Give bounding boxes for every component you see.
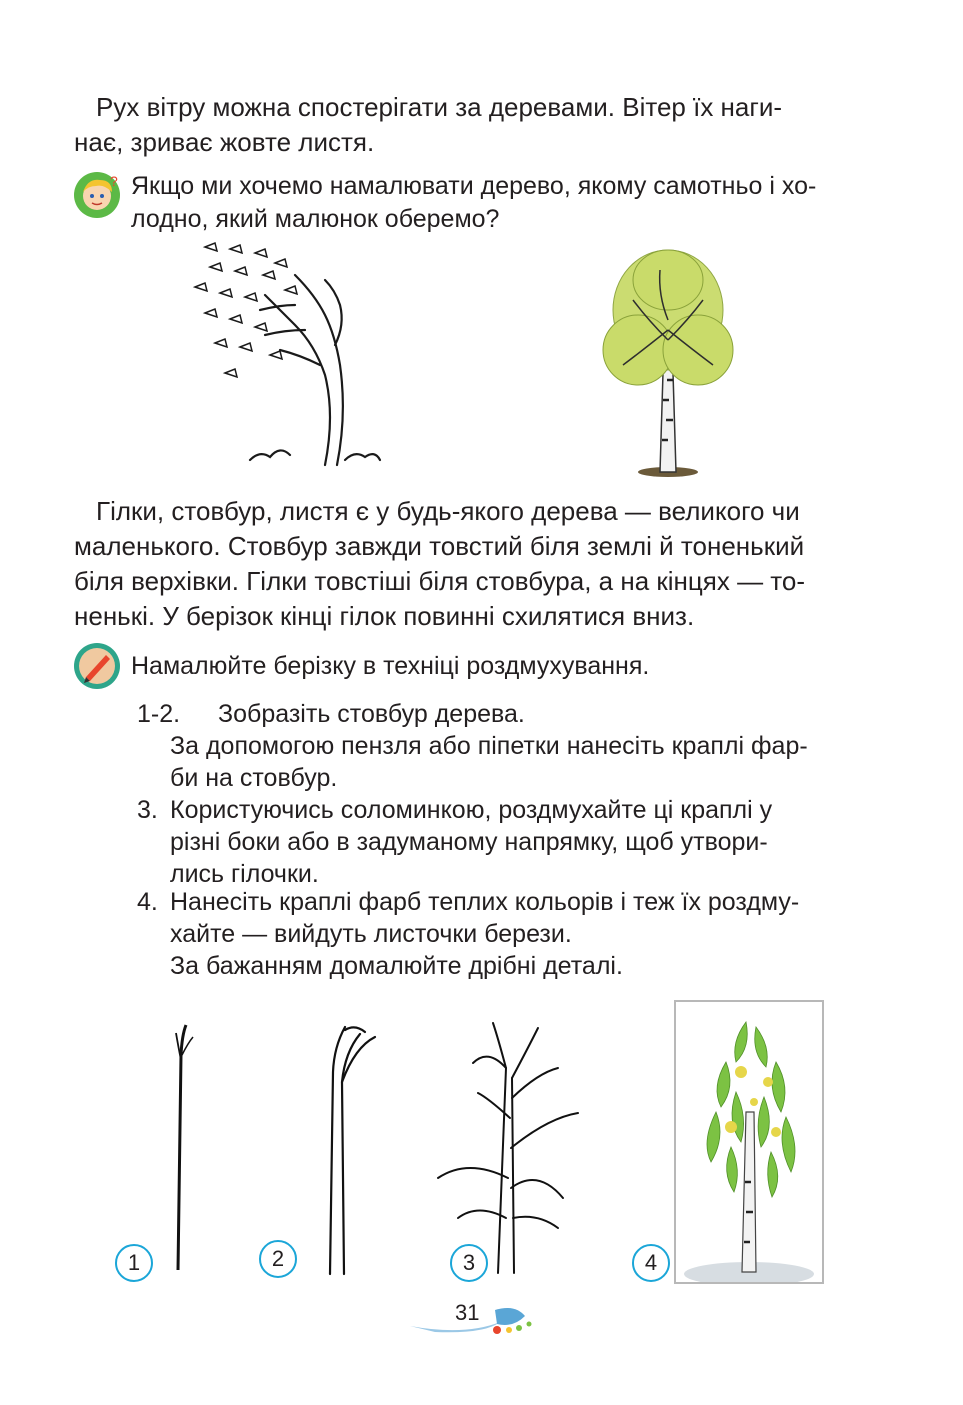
pencil-hand-icon <box>74 643 120 689</box>
step-1-line-3: би на стовбур. <box>170 764 338 792</box>
task-title: Намалюйте берізку в техніці роздмухування. <box>131 652 650 680</box>
stage-4-birch-drawing <box>676 1002 822 1282</box>
step-4-line-3: За бажанням домалюйте дрібні деталі. <box>170 952 623 980</box>
stage-2-trunk-drawing <box>300 1012 410 1282</box>
stage-badge-2: 2 <box>259 1240 297 1278</box>
question-line-2: лодно, який малюнок оберемо? <box>131 205 500 233</box>
child-face-icon <box>74 172 120 218</box>
description-line-3: біля верхівки. Гілки товстіші біля стовбура, а на кінцях — то- <box>74 566 806 596</box>
step-3-line-2: різні боки або в задуманому напрямку, щоб утвори- <box>170 828 768 856</box>
step-4-number: 4. <box>137 888 158 916</box>
page-number: 31 <box>455 1300 480 1325</box>
description-line-2: маленького. Стовбур завжди товстий біля землі й тоненький <box>74 531 805 561</box>
description-paragraph <box>74 494 870 634</box>
question-line-1: Якщо ми хочемо намалювати дерево, якому самотньо і хо- <box>131 172 817 200</box>
step-3-line-1: Користуючись соломинкою, роздмухайте ці краплі у <box>170 796 773 824</box>
step-1-line-2: За допомогою пензля або піпетки нанесіть краплі фар- <box>170 732 808 760</box>
svg-text:?: ? <box>110 173 118 189</box>
intro-line-2: нає, зриває жовте листя. <box>74 127 375 157</box>
step-1-number: 1-2. <box>137 700 181 728</box>
description-line-4: ненькі. У берізок кінці гілок повинні схилятися вниз. <box>74 601 695 631</box>
windblown-tree-drawing <box>185 235 390 480</box>
stage-4-birch-frame <box>674 1000 824 1284</box>
intro-line-1: Рух вітру можна спостерігати за деревами. Вітер їх наги- <box>96 92 783 122</box>
stage-badge-3: 3 <box>450 1244 488 1282</box>
step-4-line-1: Нанесіть краплі фарб теплих кольорів і теж їх роздму- <box>170 888 800 916</box>
stage-3-branches-drawing <box>418 1018 608 1280</box>
stage-badge-1: 1 <box>115 1244 153 1282</box>
stage-badge-4: 4 <box>632 1244 670 1282</box>
description-line-1: Гілки, стовбур, листя є у будь-якого дерева — великого чи <box>96 496 800 526</box>
birch-tree-illustration <box>548 240 788 480</box>
step-4-line-2: хайте — вийдуть листочки берези. <box>170 920 572 948</box>
step-3-number: 3. <box>137 796 158 824</box>
stage-1-trunk-drawing <box>148 1015 228 1285</box>
step-3-line-3: лись гілочки. <box>170 860 319 888</box>
step-1-line-1: Зобразіть стовбур дерева. <box>218 700 525 728</box>
